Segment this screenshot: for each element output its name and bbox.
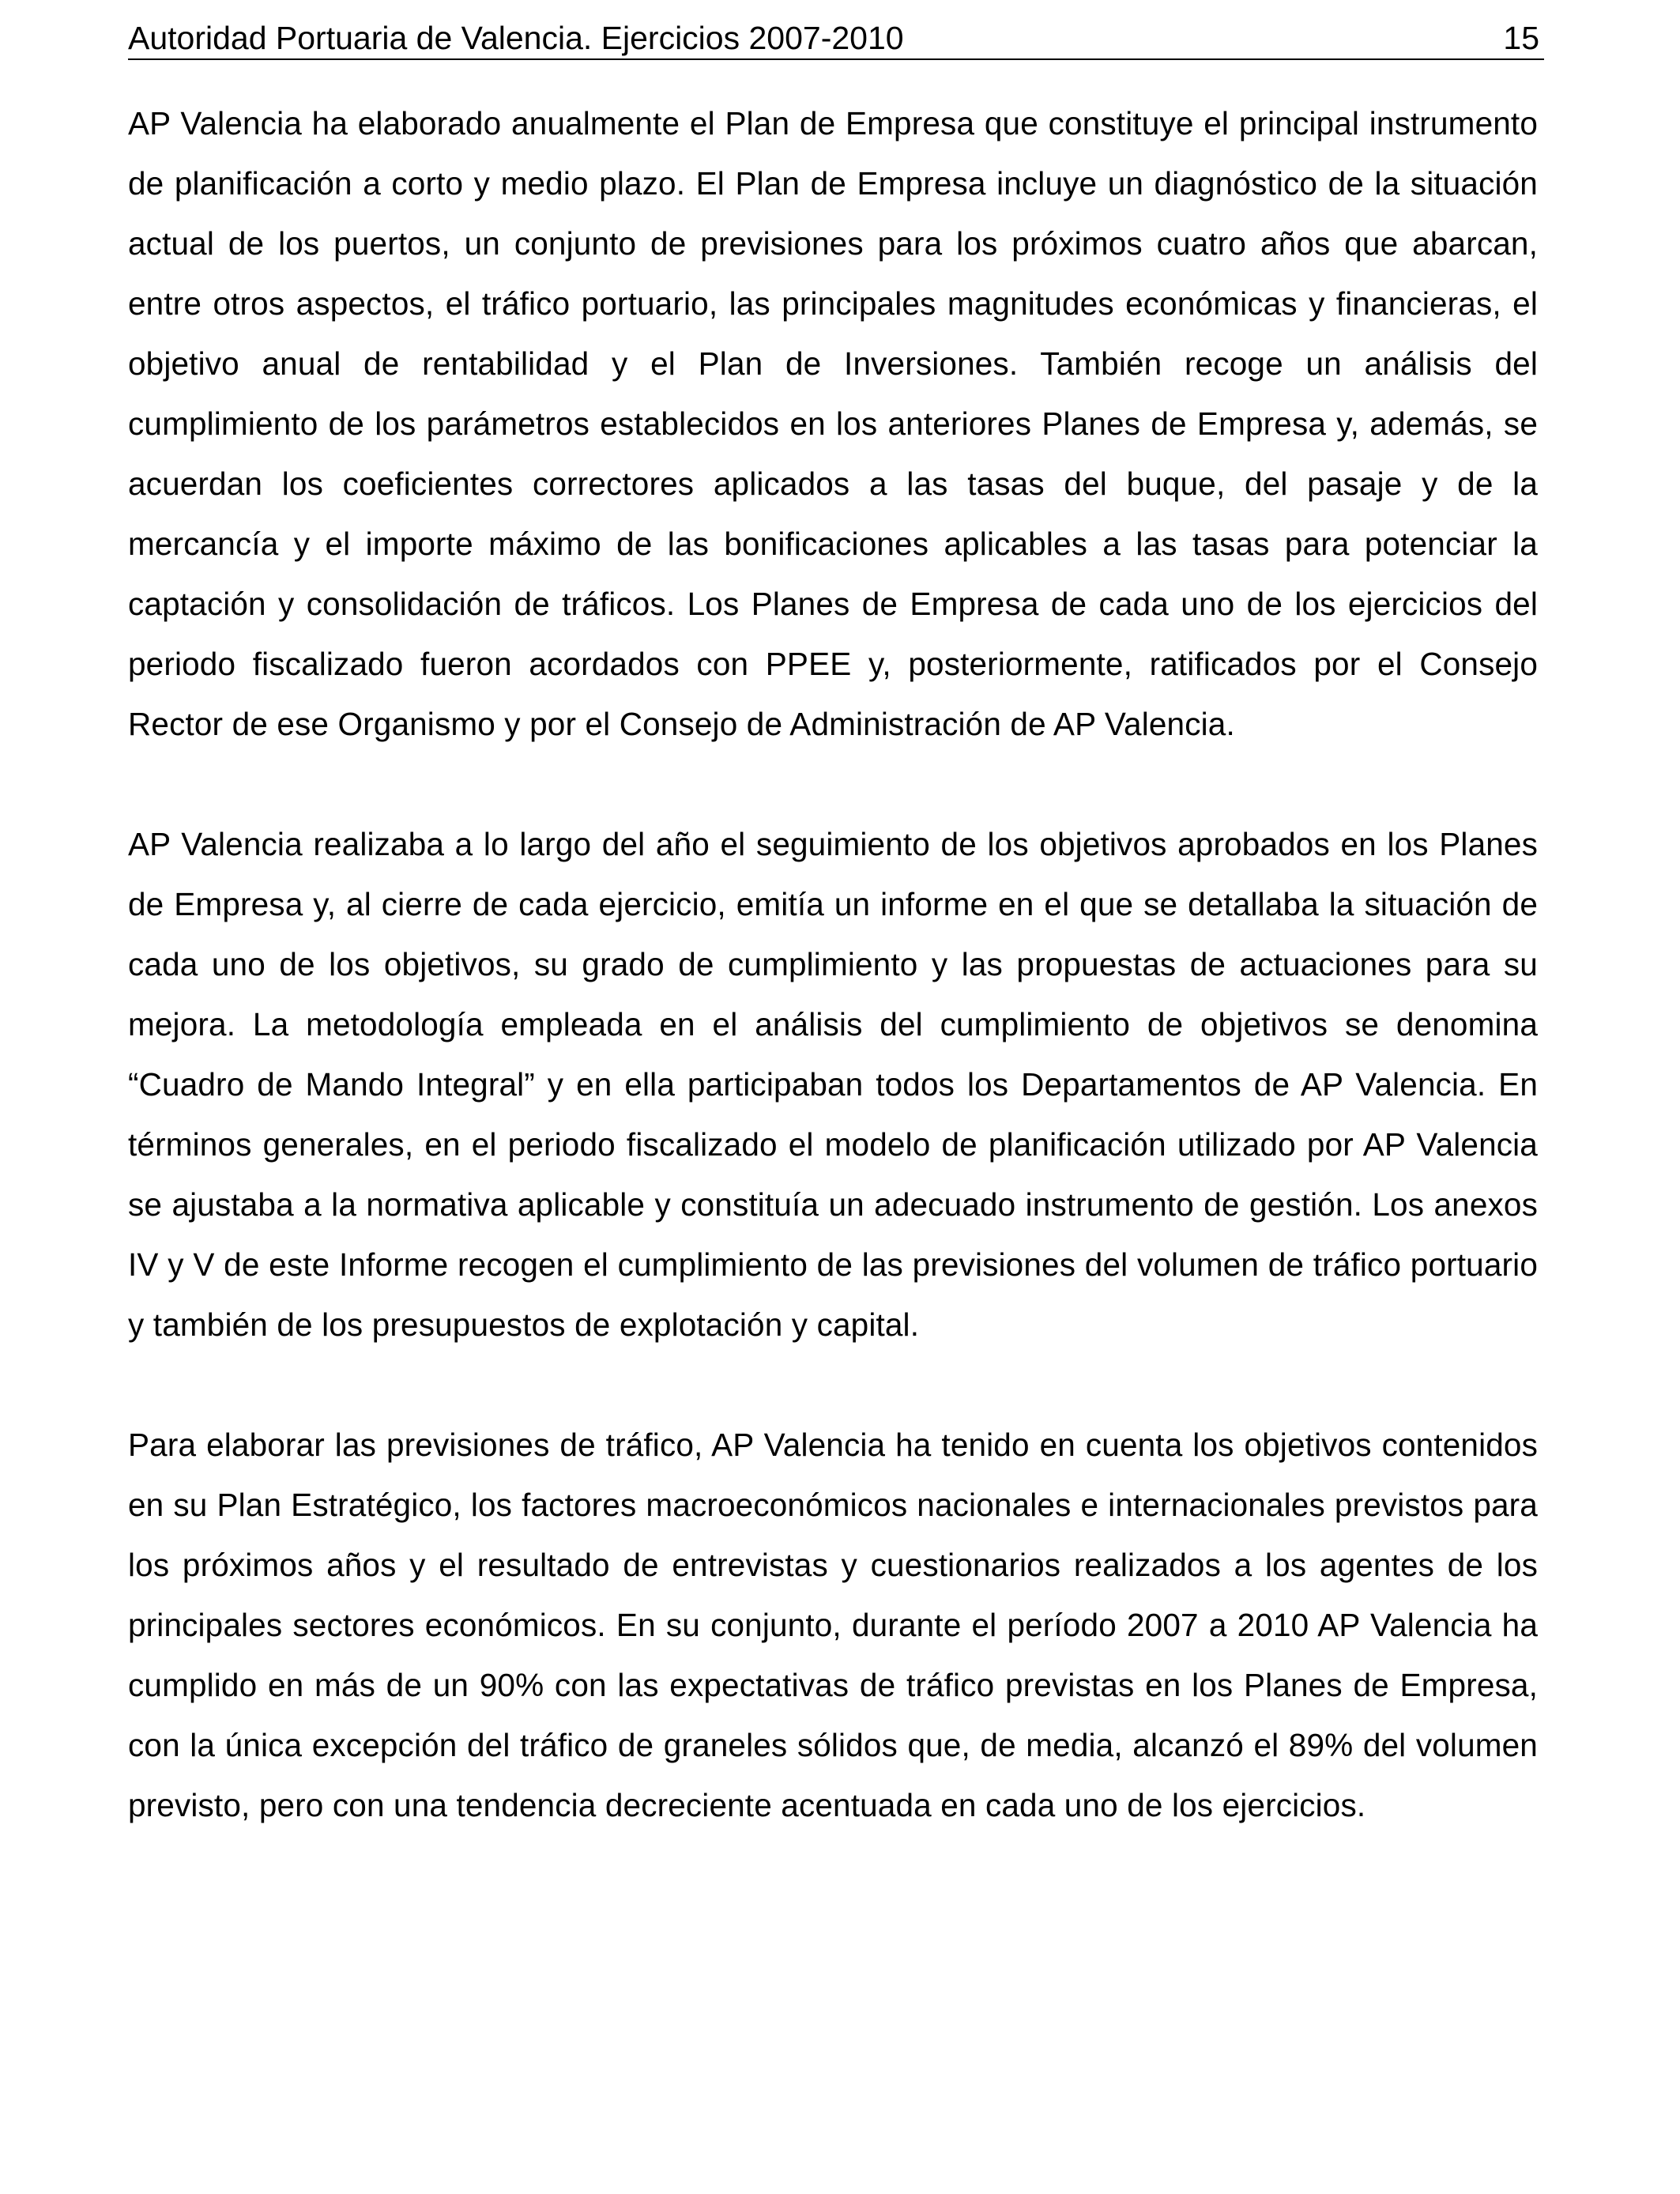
paragraph-plan-de-empresa: AP Valencia ha elaborado anualmente el Plan de Empresa que constituye el principal instrumento de planificación a corto y medio plazo. El Plan de Empresa incluye un diagnóstico de la situación actual de los puertos, un conjunto de previsiones para los próximos cuatro años que abarcan, entre otros aspectos, el tráfico portuario, las principales magnitudes económicas y financieras, el objetivo anual de rentabilidad y el Plan de Inversiones. También recoge un análisis del cumplimiento de los parámetros establecidos en los anteriores Planes de Empresa y, además, se acuerdan los coeficientes correctores aplicados a las tasas del buque, del pasaje y de la mercancía y el importe máximo de las bonificaciones aplicables a las tasas para potenciar la captación y consolidación de tráficos. Los Planes de Empresa de cada uno de los ejercicios del periodo fiscalizado fueron acordados con PPEE y, posteriormente, ratificados por el Consejo Rector de ese Organismo y por el Consejo de Administración de AP Valencia. xyxy=(128,105,1538,742)
header-title: Autoridad Portuaria de Valencia. Ejercicios 2007-2010 xyxy=(128,20,904,56)
paragraph-seguimiento-objetivos: AP Valencia realizaba a lo largo del año el seguimiento de los objetivos aprobados en los Planes de Empresa y, al cierre de cada ejercicio, emitía un informe en el que se detallaba la situación de cada uno de los objetivos, su grado de cumplimiento y las propuestas de actuaciones para su mejora. La metodología empleada en el análisis del cumplimiento de objetivos se denomina “Cuadro de Mando Integral” y en ella participaban todos los Departamentos de AP Valencia. En términos generales, en el periodo fiscalizado el modelo de planificación utilizado por AP Valencia se ajustaba a la normativa aplicable y constituía un adecuado instrumento de gestión. Los anexos IV y V de este Informe recogen el cumplimiento de las previsiones del volumen de tráfico portuario y también de los presupuestos de explotación y capital. xyxy=(128,826,1538,1343)
page-number: 15 xyxy=(1503,20,1539,56)
body-text xyxy=(128,93,1538,1835)
page-header xyxy=(128,17,1544,60)
paragraph-previsiones-trafico: Para elaborar las previsiones de tráfico, AP Valencia ha tenido en cuenta los objetivos contenidos en su Plan Estratégico, los factores macroeconómicos nacionales e internacionales previstos para los próximos años y el resultado de entrevistas y cuestionarios realizados a los agentes de los principales sectores económicos. En su conjunto, durante el período 2007 a 2010 AP Valencia ha cumplido en más de un 90% con las expectativas de tráfico previstas en los Planes de Empresa, con la única excepción del tráfico de graneles sólidos que, de media, alcanzó el 89% del volumen previsto, pero con una tendencia decreciente acentuada en cada uno de los ejercicios. xyxy=(128,1427,1538,1823)
